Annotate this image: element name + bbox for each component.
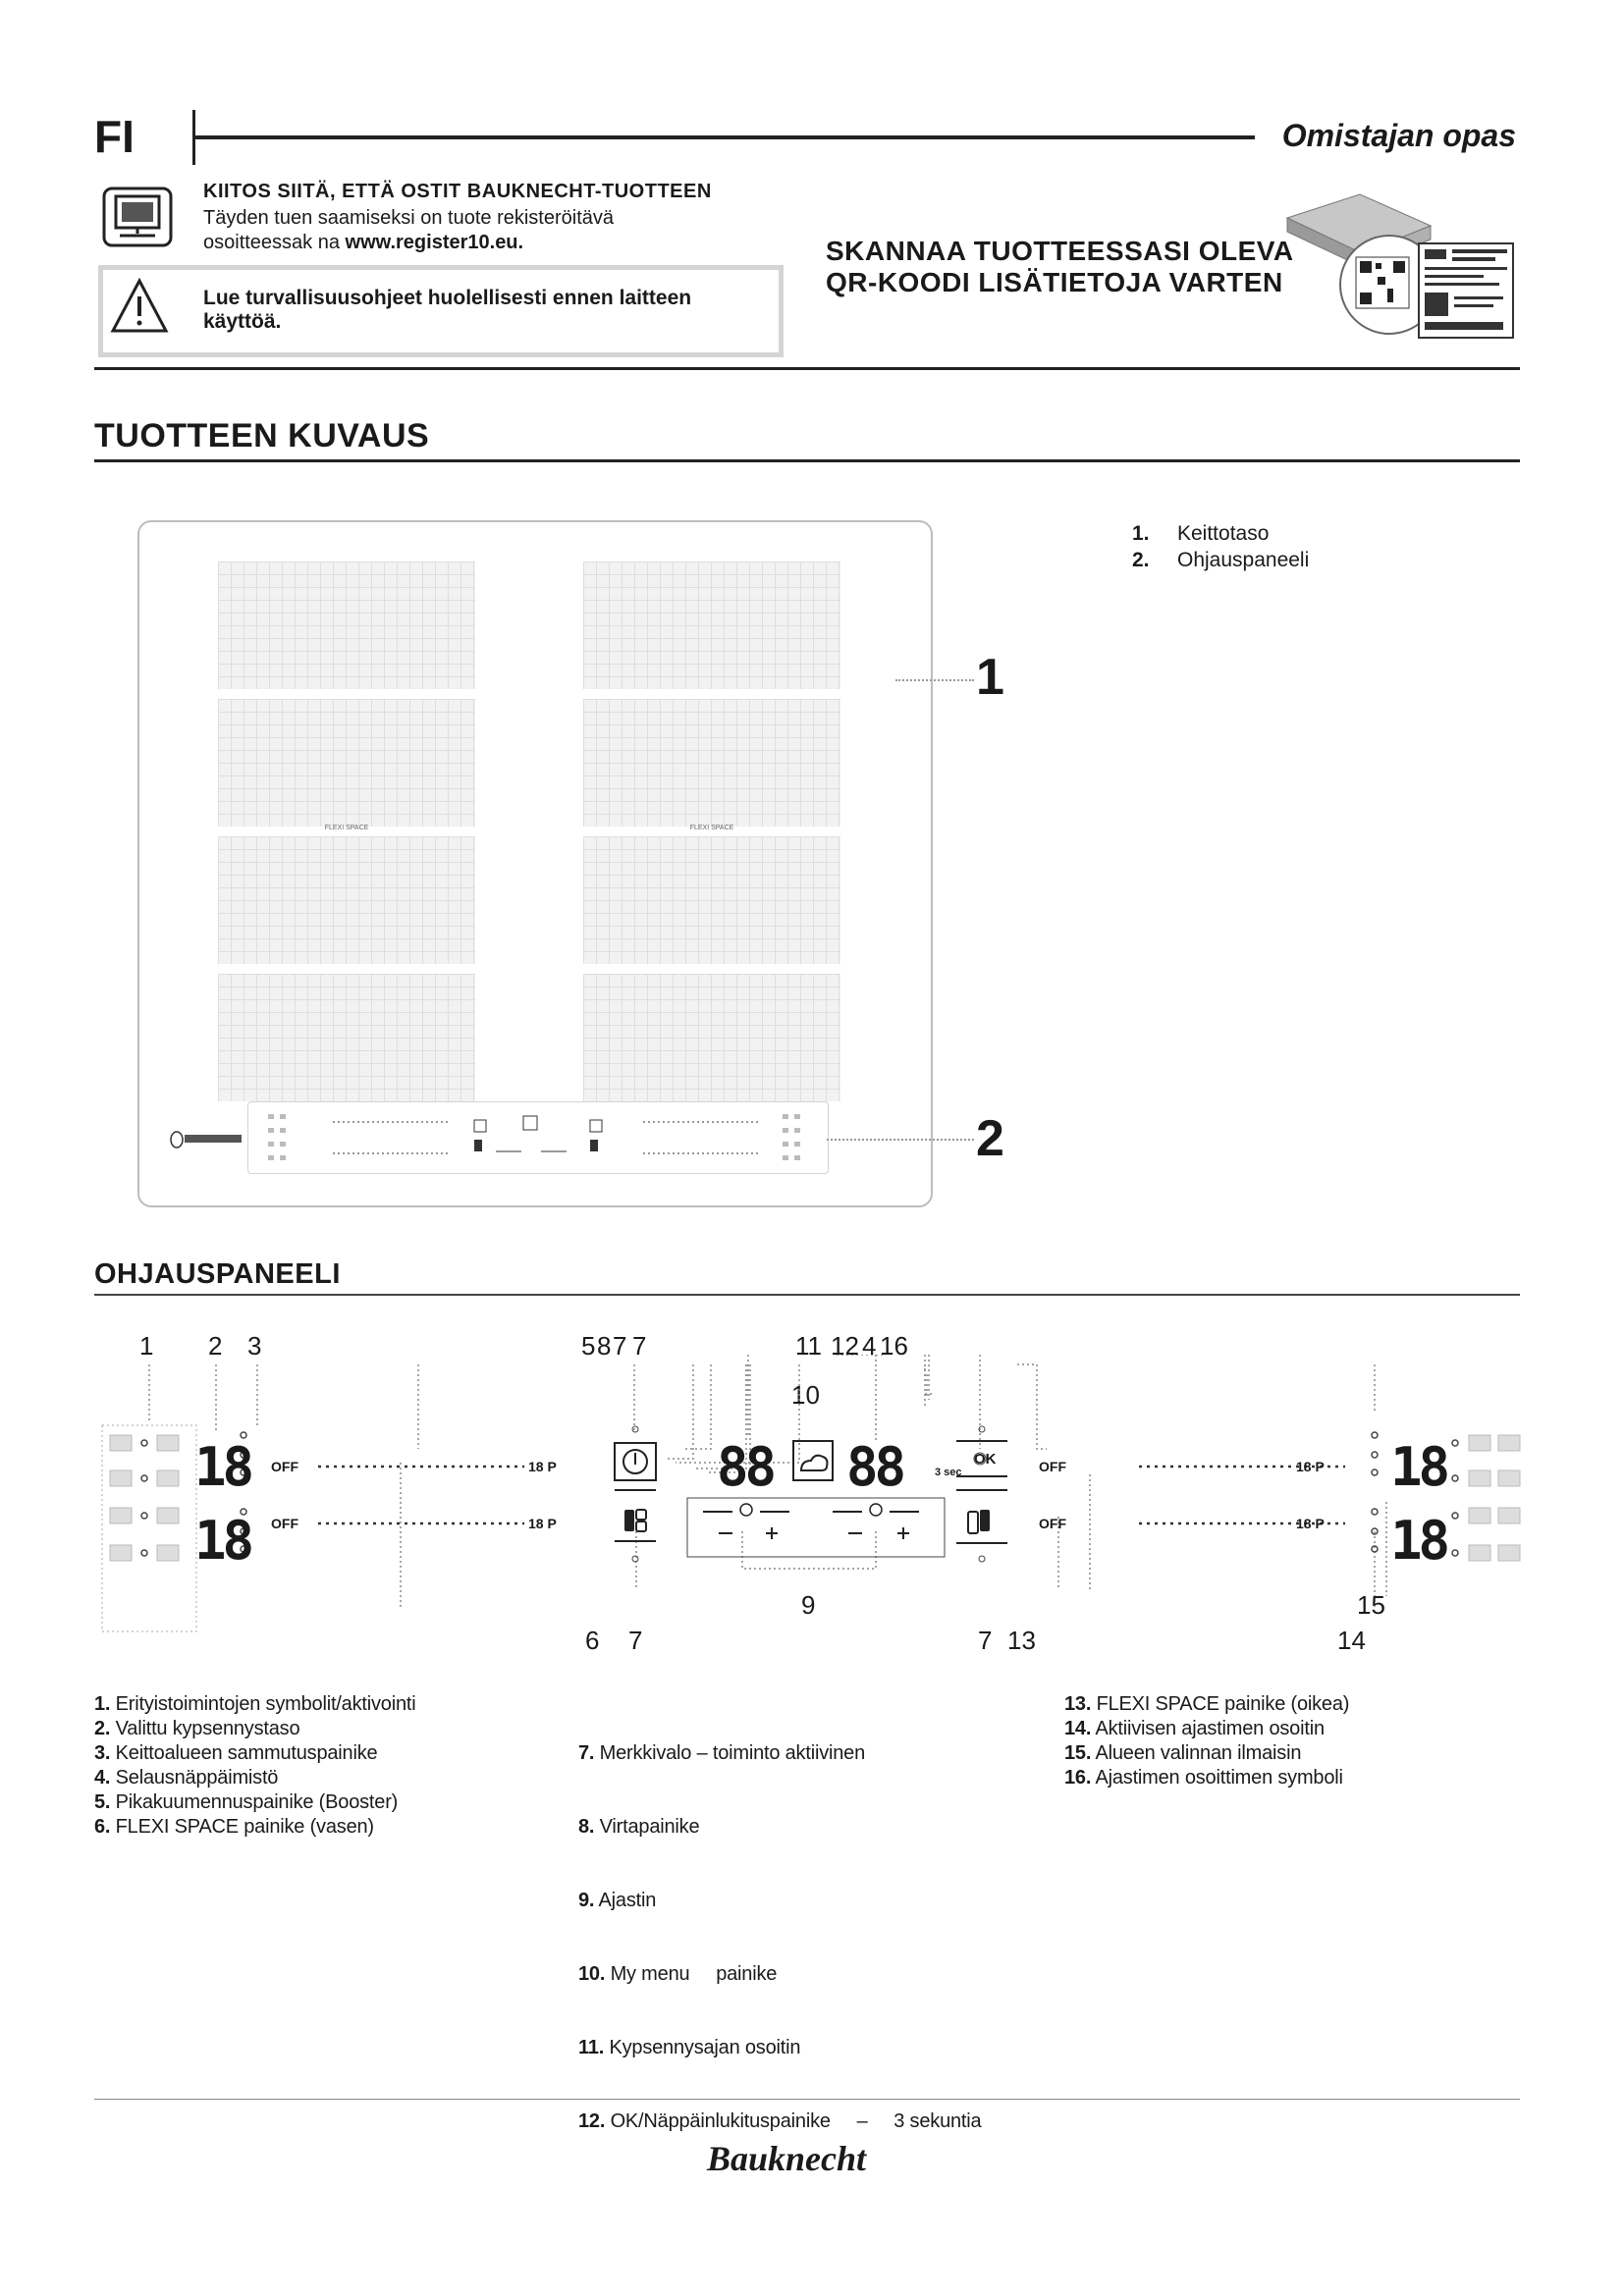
desc-num-3: 3. (94, 1742, 111, 1764)
register-title: KIITOS SIITÄ, ETTÄ OSTIT BAUKNECHT-TUOTTEEN (203, 181, 712, 202)
desc-num-13: 13. (1064, 1693, 1092, 1715)
cp-num-3: 3 (247, 1331, 262, 1361)
desc-item-14 (1064, 1717, 1349, 1741)
footer-rule (94, 2099, 1520, 2100)
desc-text-3: Keittoalueen sammutuspainike (115, 1742, 378, 1764)
cooking-zone-top-left-b (218, 699, 475, 827)
cp-num-1: 1 (139, 1331, 154, 1361)
safety-warning-text: Lue turvallisuusohjeet huolellisesti ennen laitteen käyttöä. (203, 287, 692, 333)
description-column-3 (1064, 1692, 1349, 1790)
desc-text-7: Merkkivalo – toiminto aktiivinen (599, 1742, 866, 1764)
legend-label-2: Ohjauspaneeli (1177, 549, 1310, 571)
hob-control-strip-graphic (248, 1102, 828, 1173)
cp-num-6: 6 (585, 1626, 600, 1655)
control-panel-heading: OHJAUSPANEELI (94, 1258, 341, 1290)
desc-text-16: Ajastimen osoittimen symboli (1095, 1767, 1343, 1789)
header-title: Omistajan opas (1281, 118, 1516, 153)
ok-button-label: OK (974, 1451, 997, 1468)
cp-num-7b: 7 (632, 1331, 647, 1361)
desc-item-8 (578, 1815, 981, 1840)
display-right-top: 18 (1390, 1436, 1447, 1498)
desc-num-7: 7. (578, 1742, 595, 1764)
product-heading: TUOTTEEN KUVAUS (94, 417, 430, 454)
hob-control-strip (247, 1101, 829, 1174)
desc-item-4 (94, 1766, 415, 1790)
qr-label-illustration (1281, 187, 1525, 344)
desc-item-16 (1064, 1766, 1349, 1790)
desc-item-9 (578, 1889, 981, 1913)
cp-num-13: 13 (1007, 1626, 1036, 1655)
flexi-space-label-right: FLEXI SPACE (689, 825, 734, 831)
desc-text-6: FLEXI SPACE painike (vasen) (115, 1816, 374, 1838)
desc-text-11: Kypsennysajan osoitin (609, 2037, 801, 2058)
desc-text-10: My menu painike (610, 1963, 778, 1985)
cp-num-7a: 7 (613, 1331, 627, 1361)
register-text (203, 206, 753, 255)
max-label-right-bottom: 18 P (1296, 1516, 1325, 1531)
desc-item-12 (578, 2109, 981, 2134)
desc-item-3 (94, 1741, 415, 1766)
desc-text-8: Virtapainike (599, 1816, 700, 1838)
desc-text-5: Pikakuumennuspainike (Booster) (115, 1791, 399, 1813)
legend-number-2: 2. (1132, 549, 1150, 571)
cp-num-11: 11 (795, 1331, 822, 1361)
callout-2: 2 (976, 1110, 1004, 1167)
cp-num-8: 8 (597, 1331, 612, 1361)
display-left-top: 18 (194, 1436, 251, 1498)
cooking-zone-bottom-left-a (218, 836, 475, 964)
cp-num-7-bottom-right: 7 (978, 1626, 993, 1655)
footer-brand-logo: Bauknecht (707, 2139, 867, 2178)
qr-line-2: QR-KOODI LISÄTIETOJA VARTEN (826, 267, 1283, 297)
off-label-left-bottom: OFF (271, 1516, 298, 1531)
hob-brand-logo (169, 1129, 247, 1150)
timer-display-right: 88 (846, 1436, 903, 1498)
desc-item-10 (578, 1962, 981, 1987)
computer-icon (102, 187, 175, 249)
product-legend (1132, 520, 1309, 573)
desc-text-14: Aktiivisen ajastimen osoitin (1095, 1718, 1325, 1739)
product-heading-rule (94, 459, 1520, 462)
cp-num-2: 2 (208, 1331, 223, 1361)
desc-item-15 (1064, 1741, 1349, 1766)
cp-num-15: 15 (1357, 1590, 1385, 1620)
flexi-space-label-left: FLEXI SPACE (324, 825, 369, 831)
register-line-1: Täyden tuen saamiseksi on tuote rekisteröitävä (203, 207, 614, 229)
cp-num-16: 16 (880, 1331, 908, 1361)
desc-num-11: 11. (578, 2037, 605, 2058)
callout-1: 1 (976, 649, 1004, 706)
timer-display-left: 88 (717, 1436, 774, 1498)
desc-item-5 (94, 1790, 415, 1815)
cooking-zone-bottom-right-b (583, 974, 840, 1101)
desc-num-2: 2. (94, 1718, 111, 1739)
qr-instruction (826, 236, 1297, 298)
max-label-right-top: 18 P (1296, 1459, 1325, 1474)
register-url[interactable]: www.register10.eu. (345, 232, 524, 253)
max-label-left-top: 18 P (528, 1459, 557, 1474)
cp-num-10: 10 (791, 1380, 820, 1410)
control-panel-heading-rule (94, 1294, 1520, 1296)
desc-num-8: 8. (578, 1816, 595, 1838)
display-left-bottom: 18 (194, 1510, 251, 1572)
desc-num-16: 16. (1064, 1767, 1092, 1789)
cooking-zone-bottom-right-a (583, 836, 840, 964)
desc-num-12: 12. (578, 2110, 606, 2132)
desc-item-6 (94, 1815, 415, 1840)
desc-item-11 (578, 2036, 981, 2060)
language-code: FI (94, 111, 135, 162)
warning-triangle-icon (110, 277, 169, 336)
desc-num-15: 15. (1064, 1742, 1092, 1764)
display-right-bottom: 18 (1390, 1510, 1447, 1572)
cooking-zone-top-right-a (583, 561, 840, 689)
desc-text-2: Valittu kypsennystaso (115, 1718, 300, 1739)
description-column-1 (94, 1692, 415, 1840)
off-label-right-top: OFF (1039, 1459, 1066, 1474)
desc-num-5: 5. (94, 1791, 111, 1813)
callout-line-1 (895, 679, 974, 681)
header-separator (94, 367, 1520, 370)
cp-num-5: 5 (581, 1331, 596, 1361)
cp-num-7-bottom-left: 7 (628, 1626, 643, 1655)
off-label-left-top: OFF (271, 1459, 298, 1474)
desc-text-15: Alueen valinnan ilmaisin (1095, 1742, 1302, 1764)
lock-seconds-label: 3 sec (935, 1467, 962, 1478)
desc-item-7 (578, 1741, 981, 1766)
cp-num-12: 12 (831, 1331, 859, 1361)
desc-item-1 (94, 1692, 415, 1717)
header-rule (194, 135, 1255, 139)
cp-num-4: 4 (862, 1331, 877, 1361)
register-line-2-prefix: osoitteessak na (203, 232, 346, 253)
desc-text-13: FLEXI SPACE painike (oikea) (1096, 1693, 1350, 1715)
desc-text-4: Selausnäppäimistö (115, 1767, 279, 1789)
off-label-right-bottom: OFF (1039, 1516, 1066, 1531)
desc-num-6: 6. (94, 1816, 111, 1838)
desc-num-1: 1. (94, 1693, 111, 1715)
legend-item-1 (1132, 520, 1309, 547)
callout-line-2 (827, 1139, 974, 1141)
hob-illustration (137, 520, 933, 1207)
legend-label-1: Keittotaso (1177, 522, 1270, 545)
desc-num-10: 10. (578, 1963, 606, 1985)
desc-item-13 (1064, 1692, 1349, 1717)
desc-num-14: 14. (1064, 1718, 1092, 1739)
desc-num-4: 4. (94, 1767, 111, 1789)
cooking-zone-bottom-left-b (218, 974, 475, 1101)
cooking-zone-top-right-b (583, 699, 840, 827)
register-line-2 (203, 231, 753, 255)
desc-num-9: 9. (578, 1890, 595, 1911)
legend-number-1: 1. (1132, 522, 1150, 545)
cooking-zone-top-left-a (218, 561, 475, 689)
desc-text-1: Erityistoimintojen symbolit/aktivointi (115, 1693, 416, 1715)
cp-num-14: 14 (1337, 1626, 1366, 1655)
desc-text-12: OK/Näppäinlukituspainike – 3 sekuntia (610, 2110, 982, 2132)
desc-text-9: Ajastin (598, 1890, 657, 1911)
description-column-2 (578, 1692, 981, 2159)
max-label-left-bottom: 18 P (528, 1516, 557, 1531)
cp-num-9: 9 (801, 1590, 816, 1620)
desc-item-2 (94, 1717, 415, 1741)
legend-item-2 (1132, 547, 1309, 573)
qr-line-1: SKANNAA TUOTTEESSASI OLEVA (826, 236, 1294, 266)
